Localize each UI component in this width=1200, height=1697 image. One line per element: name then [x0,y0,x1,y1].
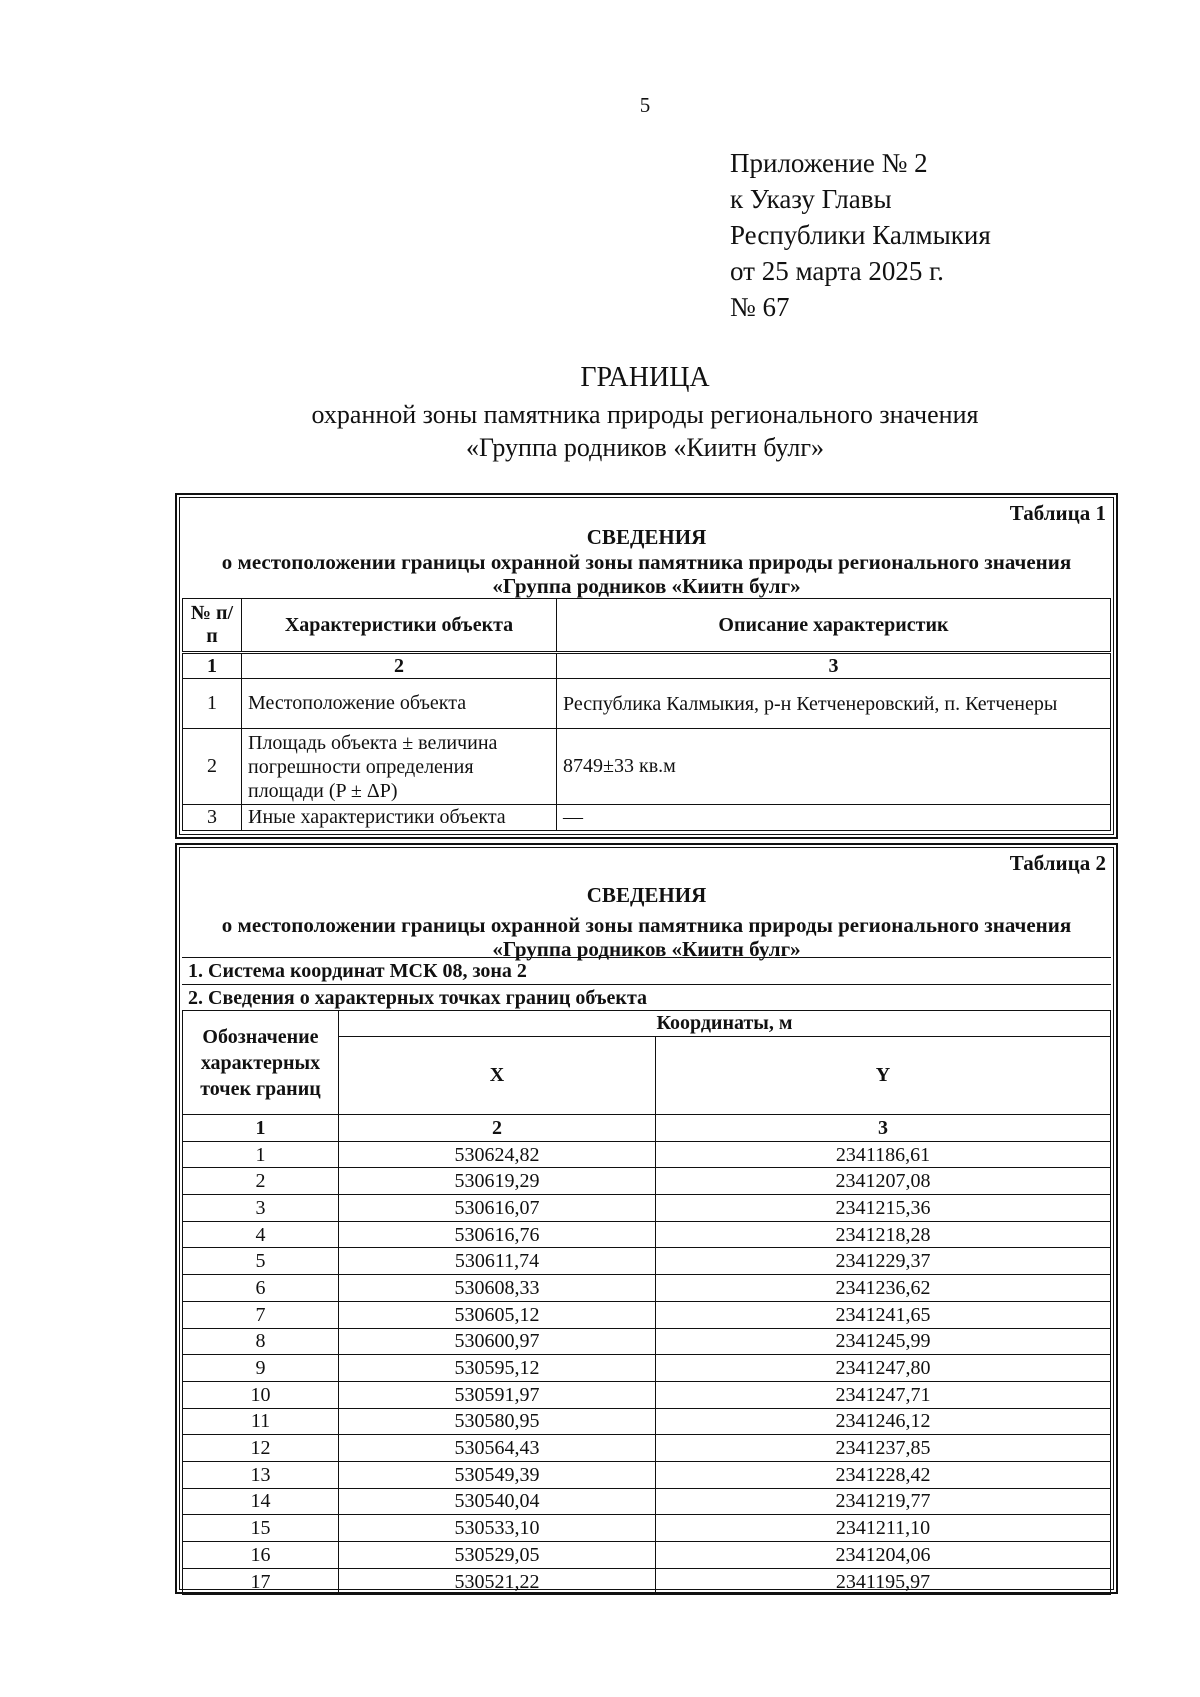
coordinate-y: 2341245,99 [656,1328,1111,1355]
column-header: Координаты, м [339,1011,1111,1037]
table1-heading: «Группа родников «Киитн булг» [492,574,801,598]
coordinate-x: 530616,07 [339,1195,656,1222]
point-id: 11 [183,1408,339,1435]
point-id: 3 [183,1195,339,1222]
coordinate-x: 530591,97 [339,1381,656,1408]
coordinate-x: 530564,43 [339,1435,656,1462]
table1-label: Таблица 1 [1009,501,1106,525]
table1-frame [175,493,1118,839]
row-number: 3 [183,805,242,831]
appendix-line: к Указу Главы [730,184,892,214]
point-id: 17 [183,1568,339,1595]
column-header-x: X [339,1037,656,1115]
table-row [183,1301,1111,1328]
row-description: Республика Калмыкия, р-н Кетченеровский, п. Кетченеры [557,679,1111,729]
table-row [183,1408,1111,1435]
coordinate-y: 2341247,80 [656,1355,1111,1382]
point-id: 5 [183,1248,339,1275]
coordinate-y: 2341211,10 [656,1515,1111,1542]
point-id: 10 [183,1381,339,1408]
coordinate-x: 530600,97 [339,1328,656,1355]
point-id: 6 [183,1275,339,1302]
coordinate-x: 530619,29 [339,1168,656,1195]
point-id: 1 [183,1141,339,1168]
table-row [183,1355,1111,1382]
table-row [183,805,1111,831]
column-header: Описание характеристик [557,599,1111,653]
table-row [183,1435,1111,1462]
column-number: 2 [339,1115,656,1142]
coordinate-y: 2341215,36 [656,1195,1111,1222]
coordinate-x: 530608,33 [339,1275,656,1302]
table-row [183,1461,1111,1488]
coordinate-y: 2341228,42 [656,1461,1111,1488]
row-number: 2 [183,729,242,805]
table-row [183,1328,1111,1355]
column-number: 3 [557,653,1111,679]
table-row [183,1488,1111,1515]
column-number: 3 [656,1115,1111,1142]
coordinate-y: 2341229,37 [656,1248,1111,1275]
coordinate-x: 530521,22 [339,1568,656,1595]
page-number: 5 [639,93,651,117]
coordinate-x: 530540,04 [339,1488,656,1515]
table-row [183,1568,1111,1595]
coordinate-y: 2341204,06 [656,1542,1111,1569]
point-id: 13 [183,1461,339,1488]
appendix-line: Республики Калмыкия [730,220,991,250]
points-section-title: 2. Сведения о характерных точках границ объекта [182,984,1111,1011]
document-title: ГРАНИЦА [580,362,710,393]
coordinate-x: 530533,10 [339,1515,656,1542]
point-id: 2 [183,1168,339,1195]
table-row [183,1542,1111,1569]
coordinate-x: 530580,95 [339,1408,656,1435]
coordinate-y: 2341241,65 [656,1301,1111,1328]
row-characteristic: Площадь объекта ± величина погрешности определения площади (P ± ΔP) [242,729,557,805]
table-row [183,1275,1111,1302]
document-subtitle: «Группа родников «Киитн булг» [466,433,824,462]
row-description: 8749±33 кв.м [557,729,1111,805]
coordinate-y: 2341247,71 [656,1381,1111,1408]
table-row [183,1381,1111,1408]
appendix-block [730,145,991,325]
row-description: — [557,805,1111,831]
table-row [183,1248,1111,1275]
row-characteristic: Иные характеристики объекта [242,805,557,831]
column-number: 2 [242,653,557,679]
column-header: Характеристики объекта [242,599,557,653]
coordinate-y: 2341186,61 [656,1141,1111,1168]
table-row [183,1515,1111,1542]
table1 [182,598,1111,831]
row-characteristic: Местоположение объекта [242,679,557,729]
coordinate-system: 1. Система координат МСК 08, зона 2 [182,957,1111,984]
table2-heading: «Группа родников «Киитн булг» [492,937,801,961]
coordinate-y: 2341237,85 [656,1435,1111,1462]
table1-heading: СВЕДЕНИЯ [586,525,707,549]
table2-label: Таблица 2 [1009,851,1106,875]
point-id: 9 [183,1355,339,1382]
coordinate-y: 2341207,08 [656,1168,1111,1195]
column-header: Обозначение характерных точек границ [183,1011,339,1115]
table-row [183,729,1111,805]
document-subtitle: охранной зоны памятника природы регионального значения [311,400,979,429]
appendix-line: Приложение № 2 [730,148,928,178]
column-header: № п/п [183,599,242,653]
coordinate-x: 530624,82 [339,1141,656,1168]
coordinate-y: 2341236,62 [656,1275,1111,1302]
table2-frame [175,843,1118,1594]
table2 [182,1010,1111,1595]
table-row [183,1168,1111,1195]
table-row [183,1141,1111,1168]
appendix-line: от 25 марта 2025 г. [730,256,944,286]
point-id: 8 [183,1328,339,1355]
table-row [183,679,1111,729]
point-id: 7 [183,1301,339,1328]
appendix-line: № 67 [730,292,790,322]
coordinate-y: 2341219,77 [656,1488,1111,1515]
coordinate-y: 2341246,12 [656,1408,1111,1435]
row-number: 1 [183,679,242,729]
coordinate-x: 530611,74 [339,1248,656,1275]
table1-heading: о местоположении границы охранной зоны памятника природы регионального значения [221,550,1072,574]
point-id: 15 [183,1515,339,1542]
column-number: 1 [183,653,242,679]
point-id: 4 [183,1221,339,1248]
point-id: 16 [183,1542,339,1569]
table-row [183,1195,1111,1222]
column-number: 1 [183,1115,339,1142]
table2-heading: о местоположении границы охранной зоны памятника природы регионального значения [221,913,1072,937]
column-header-y: Y [656,1037,1111,1115]
coordinate-x: 530616,76 [339,1221,656,1248]
coordinate-y: 2341218,28 [656,1221,1111,1248]
coordinate-x: 530549,39 [339,1461,656,1488]
point-id: 14 [183,1488,339,1515]
table-row [183,1221,1111,1248]
coordinate-x: 530529,05 [339,1542,656,1569]
point-id: 12 [183,1435,339,1462]
coordinate-x: 530595,12 [339,1355,656,1382]
table2-heading: СВЕДЕНИЯ [586,883,707,907]
coordinate-y: 2341195,97 [656,1568,1111,1595]
coordinate-x: 530605,12 [339,1301,656,1328]
